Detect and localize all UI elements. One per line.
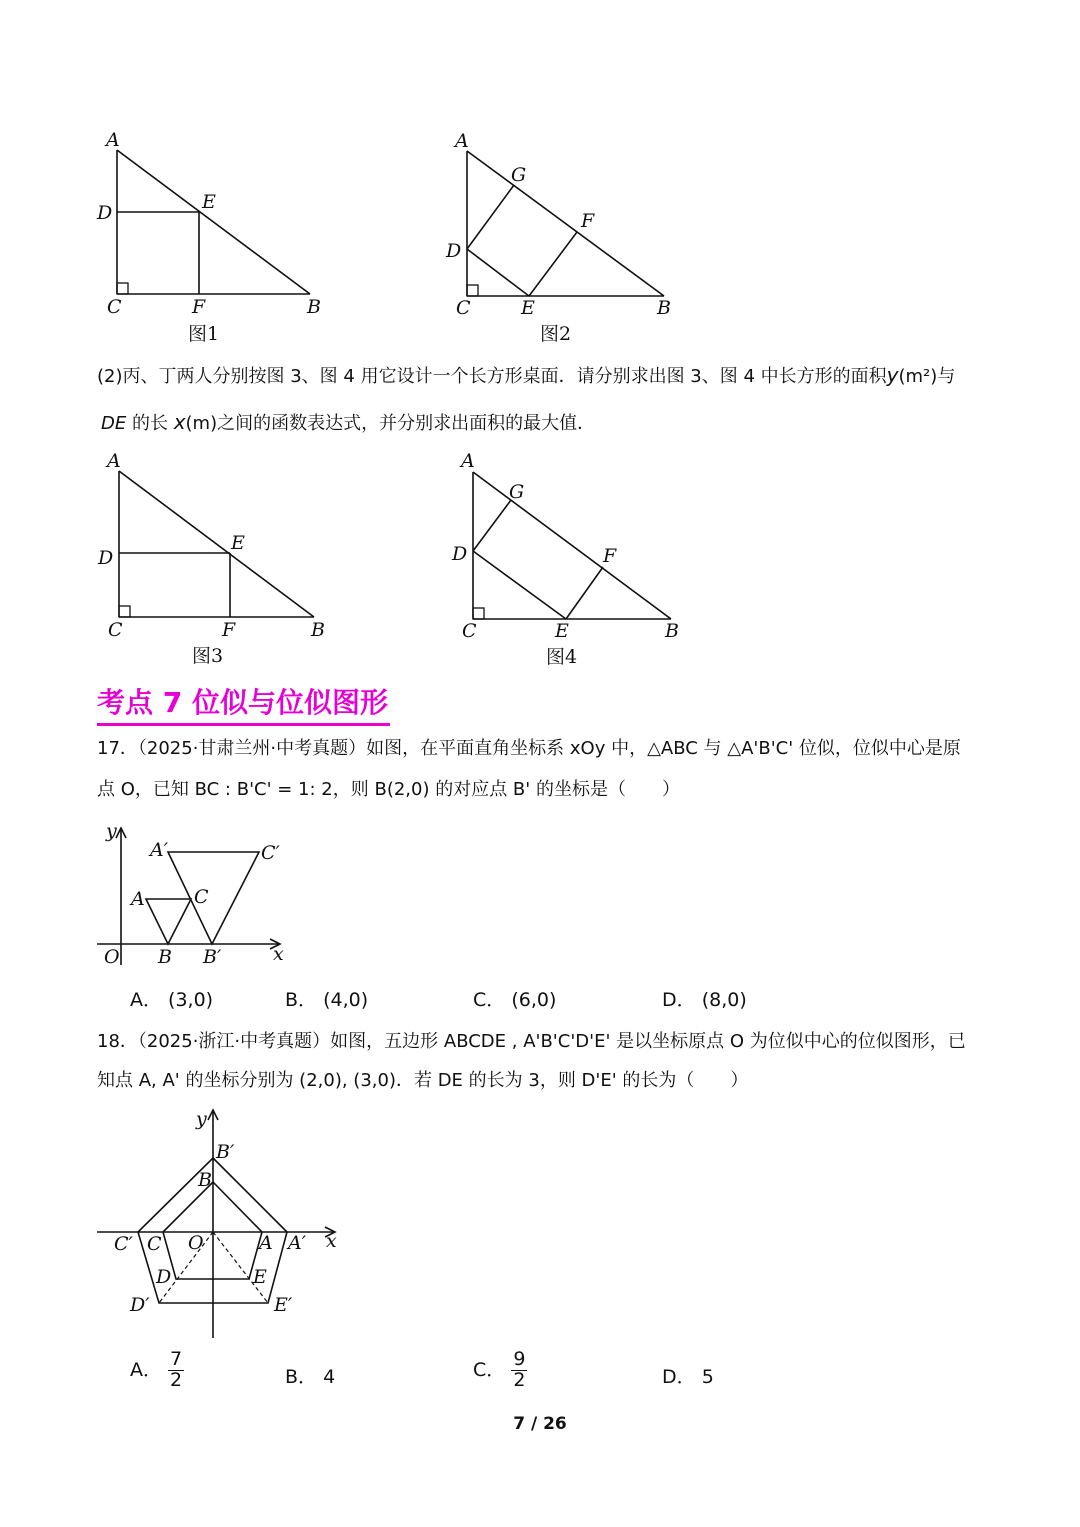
fig2-label-c: C xyxy=(456,297,471,319)
q17-option-b[interactable] xyxy=(285,985,368,1012)
fig4-label-e: E xyxy=(555,620,569,642)
option-letter: B． xyxy=(285,1366,318,1388)
q17-label-b: B xyxy=(158,946,172,968)
option-letter: A． xyxy=(130,1358,162,1381)
q18-label-a-prime: A′ xyxy=(288,1232,307,1254)
option-value: (6,0) xyxy=(511,989,557,1011)
q18-label-c-prime: C′ xyxy=(114,1233,133,1255)
option-value: (8,0) xyxy=(701,989,747,1011)
part2-text-yu: 与 xyxy=(937,366,956,387)
denominator: 2 xyxy=(170,1368,183,1391)
q17-label-a-prime: A′ xyxy=(150,839,169,861)
part2-text-len: 的长 xyxy=(126,413,174,434)
var-y: y xyxy=(886,363,899,387)
q18-label-a: A xyxy=(259,1232,273,1254)
fig1-label-e: E xyxy=(202,191,216,213)
q18-label-b: B xyxy=(198,1169,212,1191)
q17-figure xyxy=(97,820,284,968)
figure-1 xyxy=(96,129,321,345)
option-letter: D． xyxy=(662,1366,696,1388)
option-letter: C． xyxy=(473,989,506,1011)
q17-line-1: 17．（2025·甘肃兰州·中考真题）如图，在平面直角坐标系 xOy 中，△ABC 与 △A'B'C' 位似，位似中心是原 xyxy=(97,738,961,759)
part2-line-1 xyxy=(97,362,955,388)
fig4-label-b: B xyxy=(665,620,679,642)
fig3-label-d: D xyxy=(98,547,114,569)
q18-label-x: x xyxy=(326,1230,337,1252)
q18-label-e: E xyxy=(253,1266,267,1288)
q17-option-a[interactable] xyxy=(130,985,213,1012)
q18-option-c[interactable] xyxy=(473,1350,527,1391)
fig1-label-d: D xyxy=(97,202,113,224)
q17-label-a: A xyxy=(131,888,145,910)
q18-label-o: O xyxy=(188,1232,204,1254)
numerator: 7 xyxy=(170,1348,183,1370)
q17-label-b-prime: B′ xyxy=(203,946,222,968)
part2-text-rest: 之间的函数表达式，并分别求出面积的最大值． xyxy=(217,413,596,434)
fig4-label-a: A xyxy=(461,450,475,472)
option-letter: A． xyxy=(130,989,162,1011)
q18-label-y: y xyxy=(196,1108,207,1130)
unit-m: (m) xyxy=(185,413,218,434)
fig3-label-b: B xyxy=(311,619,325,641)
option-value: 5 xyxy=(701,1366,714,1388)
denominator: 2 xyxy=(513,1368,526,1391)
q17-label-y: y xyxy=(106,820,117,842)
q17-option-d[interactable] xyxy=(662,985,747,1012)
fig2-label-e: E xyxy=(521,297,535,319)
q18-label-c: C xyxy=(147,1233,162,1255)
fig2-label-d: D xyxy=(446,240,462,262)
numerator: 9 xyxy=(513,1348,526,1370)
fig4-label-g: G xyxy=(509,481,525,503)
option-value: (4,0) xyxy=(323,989,369,1011)
fig1-label-b: B xyxy=(307,296,321,318)
q18-label-e-prime: E′ xyxy=(274,1294,293,1316)
fig1-label-c: C xyxy=(107,296,122,318)
var-de: DE xyxy=(101,413,127,434)
figure-3 xyxy=(97,450,325,667)
q18-label-d-prime: D′ xyxy=(130,1294,150,1316)
fig3-label-e: E xyxy=(231,532,245,554)
unit-m2: (m²) xyxy=(898,366,938,387)
q18-line-1: 18．（2025·浙江·中考真题）如图，五边形 ABCDE , A'B'C'D'E' 是以坐标原点 O 为位似中心的位似图形，已 xyxy=(97,1031,966,1052)
figure-4 xyxy=(451,450,679,668)
fig3-label-f: F xyxy=(222,619,236,641)
q18-label-b-prime: B′ xyxy=(216,1141,235,1163)
option-letter: C． xyxy=(473,1358,506,1381)
figure-2 xyxy=(445,130,671,345)
option-letter: B． xyxy=(285,989,318,1011)
fig2-label-a: A xyxy=(455,130,469,152)
q17-line-2: 点 O，已知 BC : B'C' = 1: 2，则 B(2,0) 的对应点 B' 的坐标是（ ） xyxy=(97,779,680,800)
fig1-caption: 图1 xyxy=(188,323,220,345)
fig1-label-f: F xyxy=(192,296,206,318)
q17-label-c-prime: C′ xyxy=(261,842,280,864)
option-value: 4 xyxy=(323,1366,336,1388)
q18-option-d[interactable] xyxy=(662,1362,714,1389)
option-letter: D． xyxy=(662,989,696,1011)
fig2-label-f: F xyxy=(581,210,595,232)
fraction-7-2 xyxy=(168,1350,184,1391)
q18-label-d: D xyxy=(156,1266,172,1288)
section-heading: 考点 7 位似与位似图形 xyxy=(97,681,390,726)
fig3-caption: 图3 xyxy=(192,645,224,667)
fig2-label-b: B xyxy=(657,297,671,319)
option-value: (3,0) xyxy=(168,989,214,1011)
fig2-label-g: G xyxy=(511,164,527,186)
page-number: 7 / 26 xyxy=(513,1414,567,1434)
fig4-label-d: D xyxy=(452,543,468,565)
part2-line-2 xyxy=(101,409,595,435)
fig4-label-c: C xyxy=(462,620,477,642)
q17-label-c: C xyxy=(194,886,209,908)
q18-option-b[interactable] xyxy=(285,1362,335,1389)
fig2-caption: 图2 xyxy=(540,323,572,345)
fraction-9-2 xyxy=(511,1350,527,1391)
fig4-caption: 图4 xyxy=(546,646,578,668)
q17-label-o: O xyxy=(104,946,120,968)
q17-label-x: x xyxy=(273,943,284,965)
q18-option-a[interactable] xyxy=(130,1350,184,1391)
q17-option-c[interactable] xyxy=(473,985,556,1012)
var-x: x xyxy=(173,410,186,434)
fig3-label-c: C xyxy=(108,619,123,641)
fig3-label-a: A xyxy=(107,450,121,472)
part2-text: (2)丙、丁两人分别按图 3、图 4 用它设计一个长方形桌面．请分别求出图 3、图 4 中长方形的面积 xyxy=(97,366,887,387)
q18-figure xyxy=(97,1108,337,1338)
fig1-label-a: A xyxy=(106,129,120,151)
fig4-label-f: F xyxy=(603,545,617,567)
q18-line-2: 知点 A, A' 的坐标分别为 (2,0), (3,0)．若 DE 的长为 3，则 D'E' 的长为（ ） xyxy=(97,1070,749,1091)
